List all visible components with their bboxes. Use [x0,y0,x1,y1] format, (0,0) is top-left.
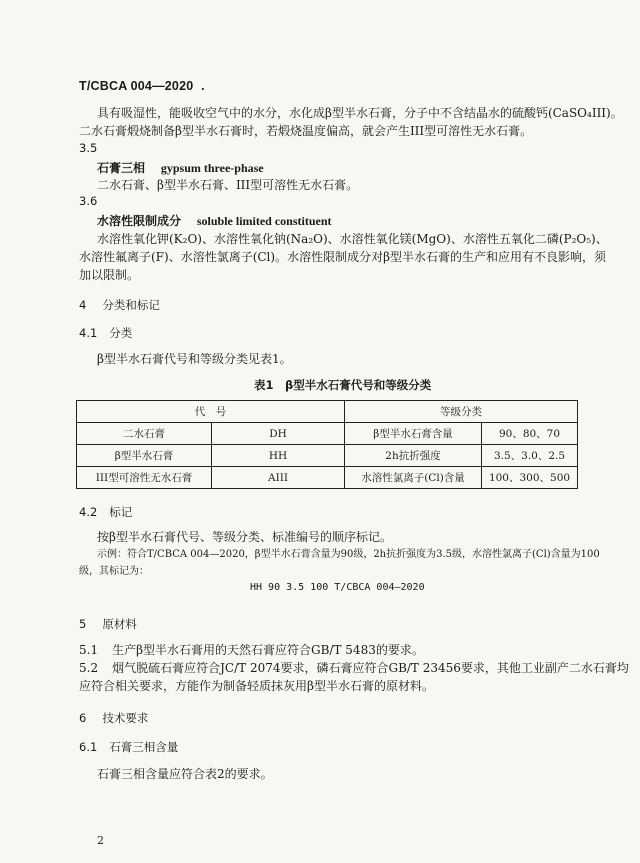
para-line: 水溶性氧化钾(K₂O)、水溶性氧化钠(Na₂O)、水溶性氧化镁(MgO)、水溶性五氧化二磷(P₂O₅)、 [97,232,608,246]
clause-line: 5.2 烟气脱硫石膏应符合JC/T 2074要求，磷石膏应符合GB/T 23456要求，其他工业副产二水石膏均 [79,661,629,675]
term-heading [97,212,332,229]
subsection-heading: 6.1 石膏三相含量 [79,740,179,754]
term-cn: 石膏三相 [97,161,146,175]
table-row: 二水石膏 DH β型半水石膏含量 90、80、70 [77,423,578,445]
table-header-code: 代 号 [77,401,345,423]
classification-table [76,400,578,489]
term-en: soluble limited constituent [196,214,332,228]
example-line: 示例：符合T/CBCA 004—2020，β型半水石膏含量为90级，2h抗折强度为3.5级，水溶性氯离子(Cl)含量为100 [97,549,600,560]
para-line: 二水石膏煅烧制备β型半水石膏时，若煅烧温度偏高，就会产生III型可溶性无水石膏。 [79,124,533,138]
subsection-heading: 4.2 标记 [79,505,133,519]
marking-example: HH 90 3.5 100 T/CBCA 004—2020 [250,582,425,593]
para-line: 水溶性氟离子(F)、水溶性氯离子(Cl)。水溶性限制成分对β型半水石膏的生产和应用有不良影响，须 [79,250,607,264]
clause-line: 5.1 生产β型半水石膏用的天然石膏应符合GB/T 5483的要求。 [79,643,424,657]
para-line: 加以限制。 [79,268,140,282]
term-definition: 二水石膏、β型半水石膏、III型可溶性无水石膏。 [97,178,359,192]
example-line: 级，其标记为： [79,566,149,577]
chapter-heading: 6 技术要求 [79,711,149,725]
page-number: 2 [97,834,104,847]
section-number: 3.5 [79,141,98,155]
table-header-grade: 等级分类 [345,401,578,423]
para-line: β型半水石膏代号和等级分类见表1。 [97,352,292,366]
section-number: 3.6 [79,194,98,208]
table-row: III型可溶性无水石膏 AIII 水溶性氯离子(Cl)含量 100、300、500 [77,467,578,489]
para-line: 具有吸湿性，能吸收空气中的水分，水化成β型半水石膏，分子中不含结晶水的硫酸钙(CaSO₄III)。 [97,106,623,120]
doc-code: T/CBCA 004—2020 . [79,79,205,93]
subsection-heading: 4.1 分类 [79,326,133,340]
para-line: 石膏三相含量应符合表2的要求。 [97,767,273,781]
para-line: 按β型半水石膏代号、等级分类、标准编号的顺序标记。 [97,530,392,544]
term-cn: 水溶性限制成分 [97,214,182,228]
table-row: β型半水石膏 HH 2h抗折强度 3.5、3.0、2.5 [77,445,578,467]
para-line: 应符合相关要求，方能作为制备轻质抹灰用β型半水石膏的原材料。 [79,679,434,693]
term-heading [97,159,264,176]
chapter-heading: 5 原材料 [79,617,137,631]
chapter-heading: 4 分类和标记 [79,298,160,312]
term-en: gypsum three-phase [160,161,264,175]
table-caption: 表1 β型半水石膏代号和等级分类 [254,378,432,392]
